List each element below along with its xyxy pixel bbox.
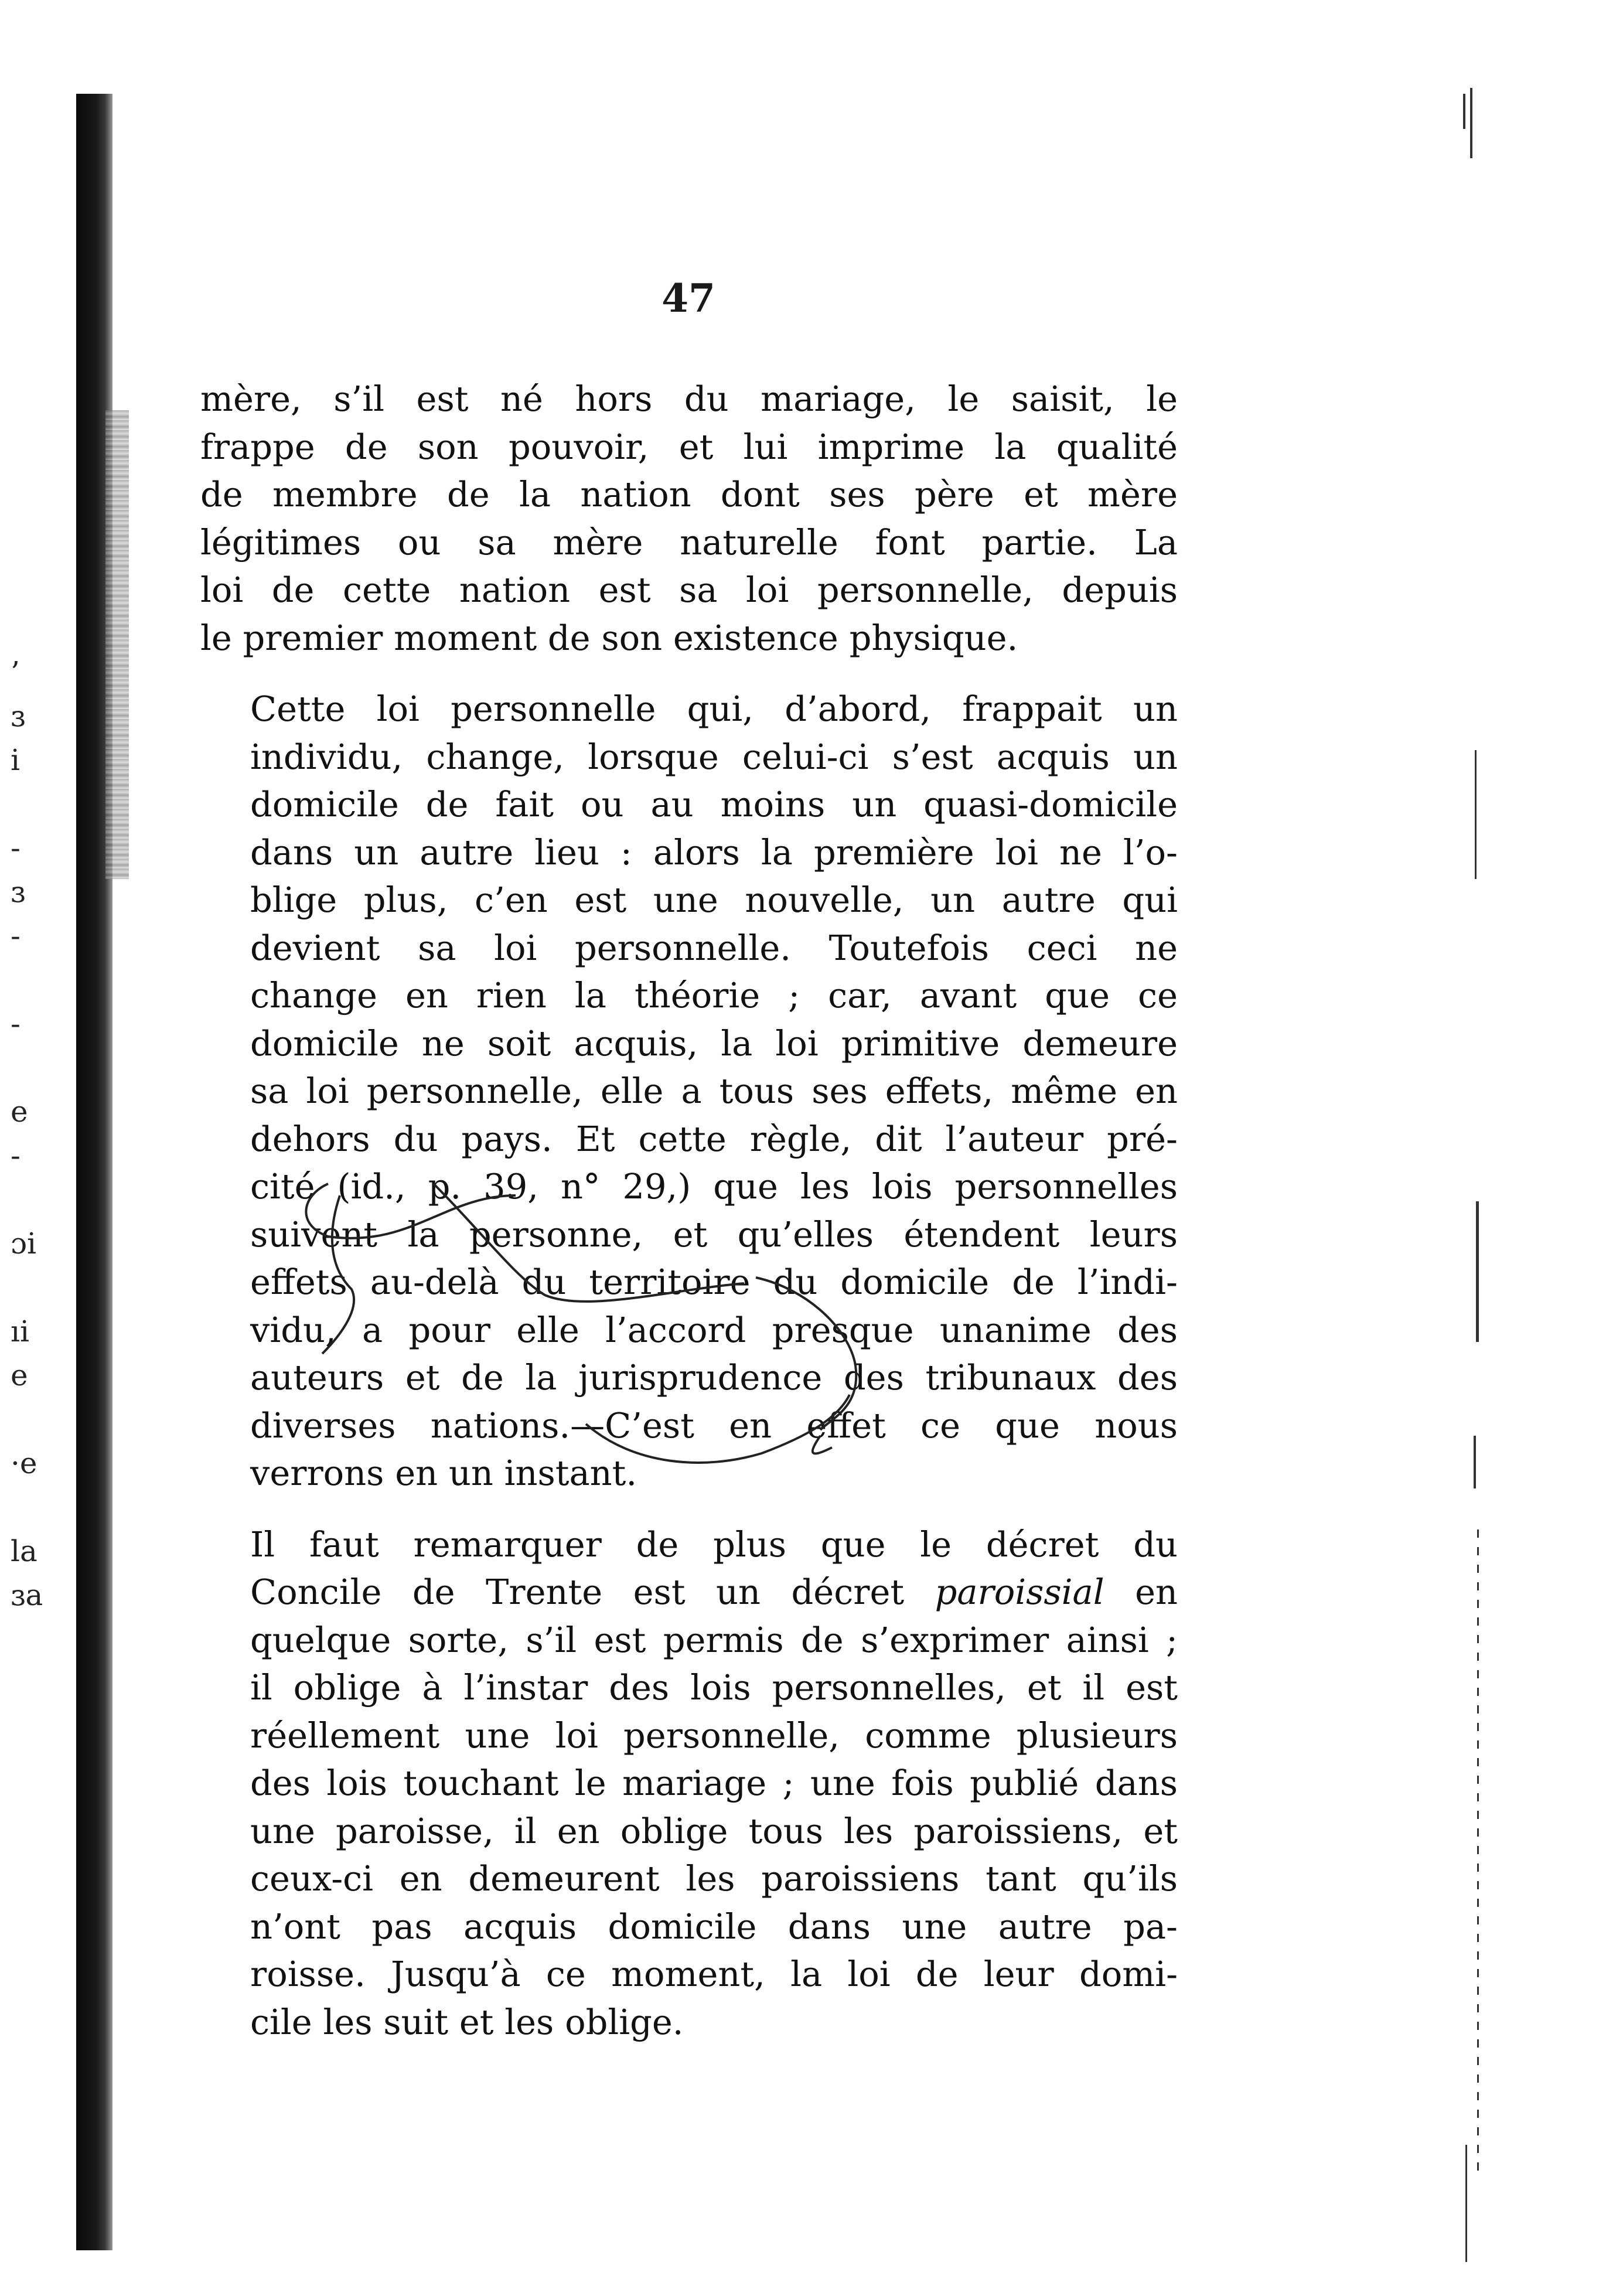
text-line: quelque sorte, s’il est permis de s’exprimer ainsi ;	[250, 1619, 1178, 1660]
text-line: il oblige à l’instar des lois personnelles, et il est	[250, 1667, 1178, 1708]
bleed-through-text	[11, 650, 75, 1617]
bleed-glyph: e	[11, 1358, 28, 1392]
paragraph	[200, 1521, 1178, 2046]
text-line: vidu, a pour elle l’accord presque unanime des	[250, 1309, 1178, 1350]
text-line: auteurs et de la jurisprudence des tribunaux des	[250, 1357, 1178, 1398]
bleed-glyph	[11, 1486, 75, 1529]
text-line: ceux-ci en demeurent les paroissiens tant qu’ils	[250, 1858, 1178, 1899]
text-line: frappe de son pouvoir, et lui imprime la qualité	[200, 426, 1178, 467]
text-line: des lois touchant le mariage ; une fois publié dans	[250, 1763, 1178, 1803]
text-line: réellement une loi personnelle, comme plusieurs	[250, 1715, 1178, 1756]
bleed-glyph: ·e	[11, 1446, 37, 1480]
text-line: une paroisse, il en oblige tous les paroissiens, et	[250, 1810, 1178, 1851]
bleed-glyph: ɜa	[11, 1578, 43, 1612]
text-line: suivent la personne, et qu’elles étendent leurs	[250, 1214, 1178, 1255]
text-line: domicile ne soit acquis, la loi primitive demeure	[250, 1023, 1178, 1064]
text-line: loi de cette nation est sa loi personnelle, depuis	[200, 570, 1178, 610]
bleed-glyph: ɔi	[11, 1227, 36, 1261]
text-line: roisse. Jusqu’à ce moment, la loi de leur domi-	[250, 1954, 1178, 1994]
paragraph	[200, 375, 1178, 662]
text-line: dans un autre lieu : alors la première loi ne l’o-	[250, 832, 1178, 873]
text-line: devient sa loi personnelle. Toutefois ceci ne	[250, 927, 1178, 968]
bleed-glyph	[11, 1266, 75, 1310]
bleed-glyph: -	[11, 831, 21, 865]
text-line: le premier moment de son existence physique.	[200, 617, 1018, 658]
text-line: effets au-delà du territoire du domicile de l’indi-	[250, 1262, 1178, 1302]
bleed-glyph: i	[11, 743, 20, 777]
paragraph	[200, 685, 1178, 1497]
text-line: légitimes ou sa mère naturelle font partie. La	[200, 522, 1178, 563]
text-line: individu, change, lorsque celui-ci s’est acquis un	[250, 736, 1178, 777]
text-line: change en rien la théorie ; car, avant que ce	[250, 975, 1178, 1016]
text-line: de membre de la nation dont ses père et mère	[200, 474, 1178, 515]
right-edge-artifacts	[1462, 76, 1497, 2244]
bleed-glyph: e	[11, 1095, 28, 1129]
text-line: sa loi personnelle, elle a tous ses effets, même en	[250, 1071, 1178, 1111]
bleed-glyph	[11, 958, 75, 1002]
bleed-glyph	[11, 782, 75, 826]
text-line: verrons en un instant.	[250, 1453, 637, 1493]
bleed-glyph: -	[11, 1139, 21, 1173]
bleed-glyph	[11, 1398, 75, 1442]
text-line: n’ont pas acquis domicile dans une autre pa-	[250, 1906, 1178, 1947]
bleed-glyph	[11, 1178, 75, 1222]
binding-speckle	[105, 410, 129, 879]
text-line: diverses nations.—C’est en effet ce que nous	[250, 1405, 1178, 1446]
text-line: cité (id., p. 39, n° 29,) que les lois personnelles	[250, 1166, 1178, 1207]
text-line: dehors du pays. Et cette règle, dit l’auteur pré-	[250, 1118, 1178, 1159]
text-line: Il faut remarquer de plus que le décret du	[250, 1524, 1178, 1565]
body-text	[200, 375, 1178, 2069]
text-line: mère, s’il est né hors du mariage, le saisit, le	[200, 379, 1178, 419]
bleed-glyph: ıi	[11, 1314, 29, 1348]
bleed-glyph: la	[11, 1534, 37, 1568]
bleed-glyph	[11, 1046, 75, 1090]
bleed-glyph: ɜ	[11, 699, 26, 733]
text-line: cile les suit et les oblige.	[250, 2001, 684, 2042]
bleed-glyph: ’	[11, 655, 20, 689]
text-line: domicile de fait ou au moins un quasi-domicile	[250, 784, 1178, 825]
text-line: Concile de Trente est un décret paroissial en	[250, 1572, 1178, 1612]
italic-word: paroissial	[935, 1572, 1104, 1612]
bleed-glyph: -	[11, 919, 21, 953]
text-line: blige plus, c’en est une nouvelle, un autre qui	[250, 880, 1178, 920]
page-number: 47	[662, 275, 715, 321]
bleed-glyph: -	[11, 1007, 21, 1041]
bleed-glyph: ɜ	[11, 875, 26, 909]
text-line: Cette loi personnelle qui, d’abord, frappait un	[250, 689, 1178, 729]
